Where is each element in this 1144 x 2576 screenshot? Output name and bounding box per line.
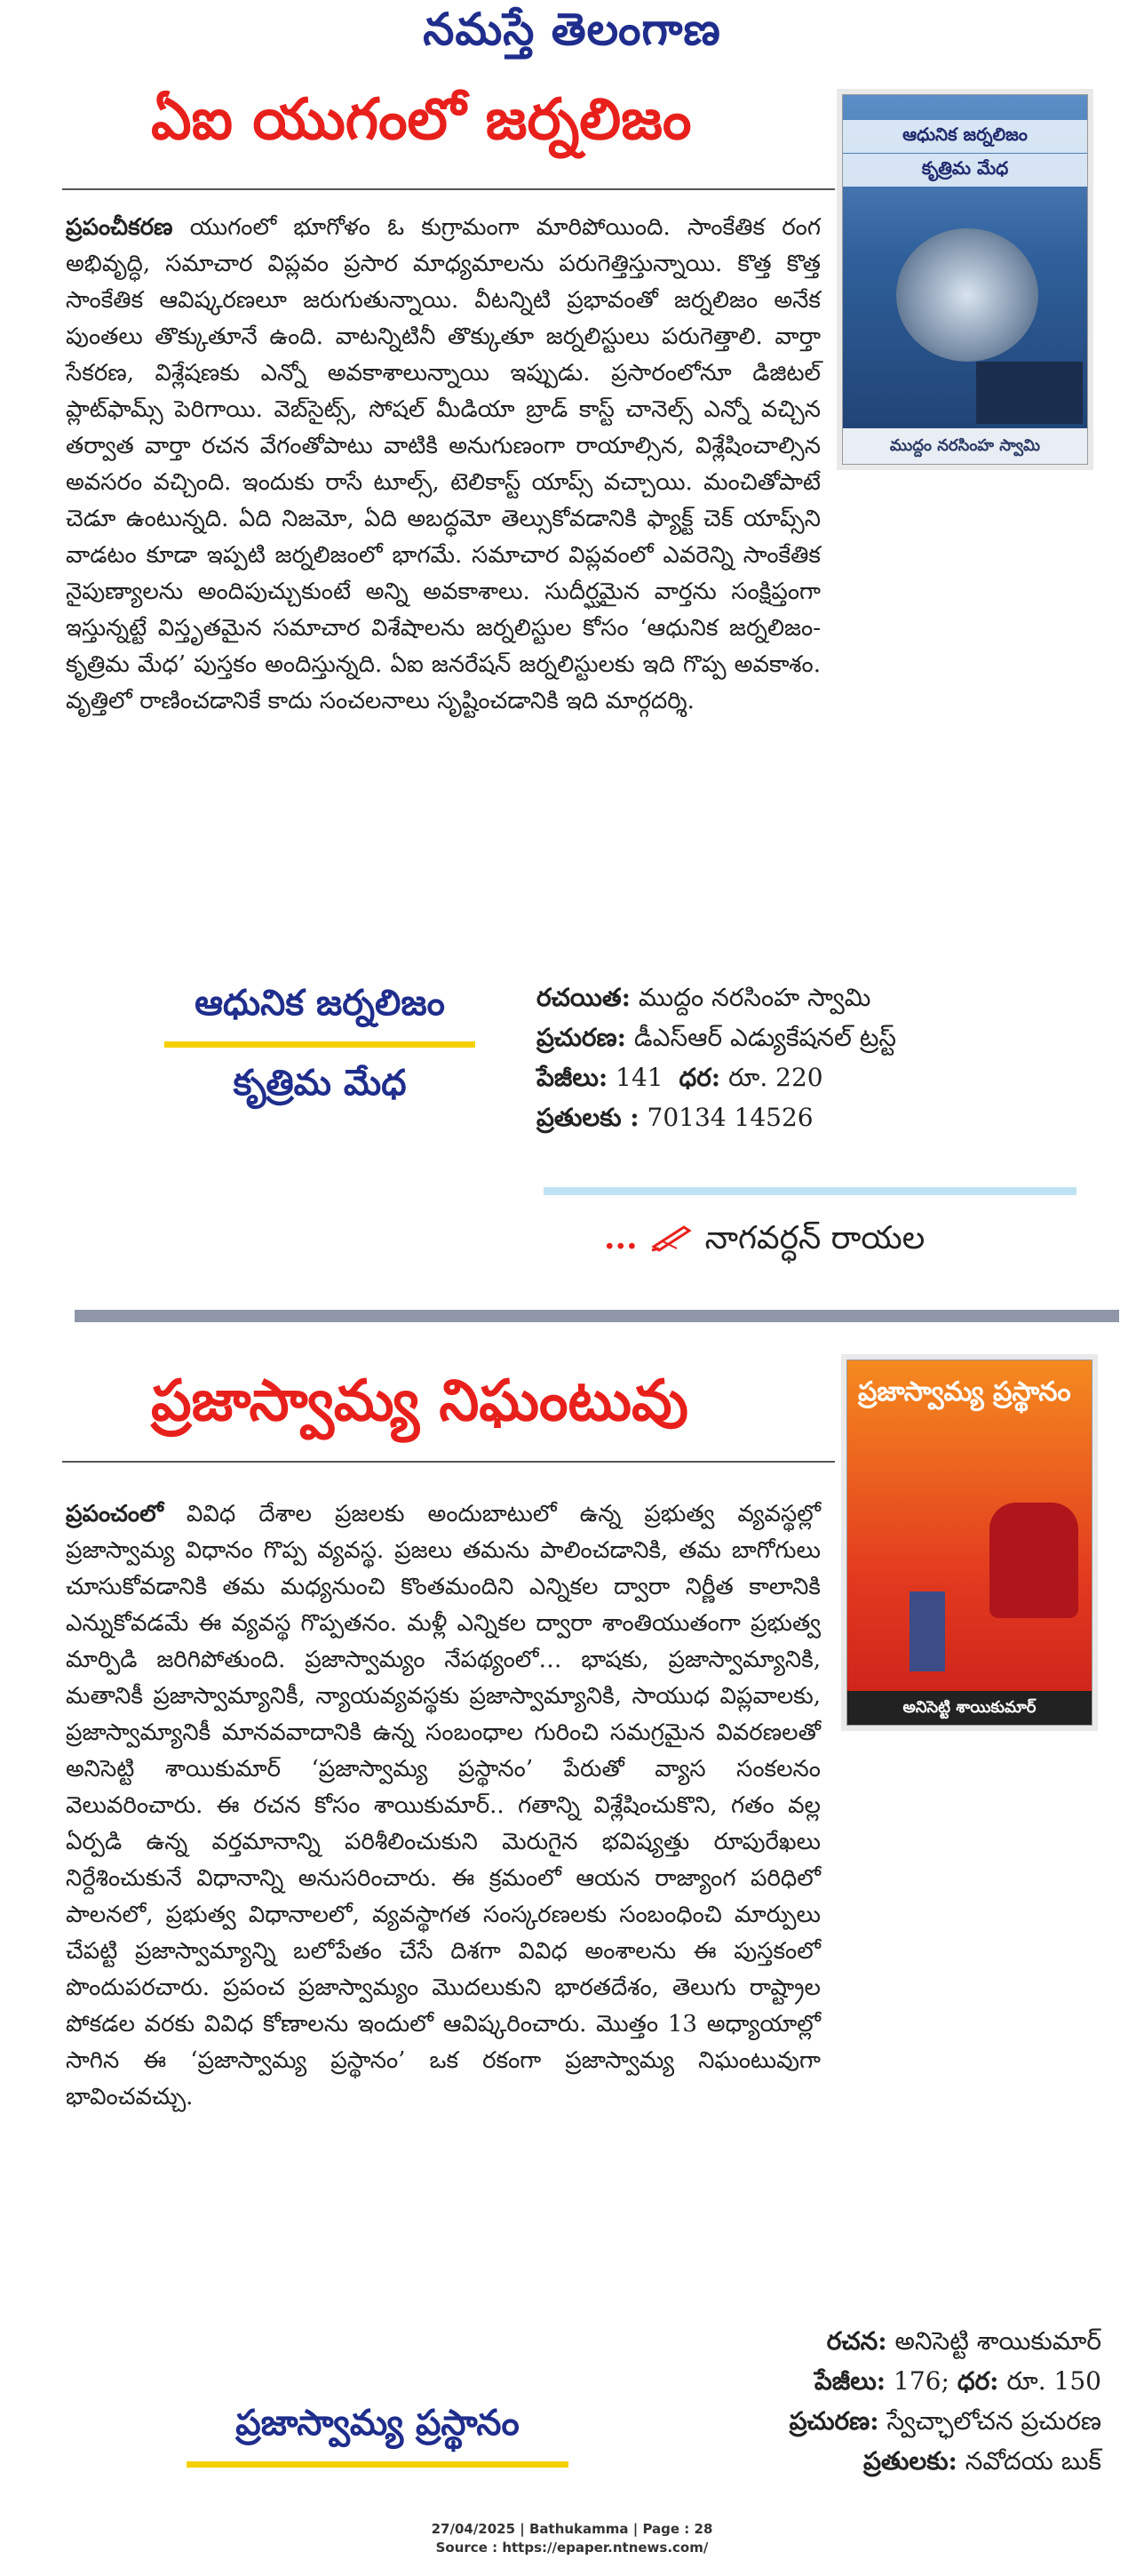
article2-headline: ప్రజాస్వామ్య నిఘంటువు xyxy=(151,1368,688,1434)
person-illustration xyxy=(910,1591,945,1671)
pages-price-row: పేజీలు: 141 ధర: రూ. 220 xyxy=(536,1063,823,1092)
publisher-row: ప్రచురణ: డీఎస్‌ఆర్ ఎడ్యుకేషనల్ ట్రస్ట్ xyxy=(536,1023,897,1052)
cover-title: ఆధునిక జర్నలిజం xyxy=(843,120,1087,153)
article2-body: వివిధ దేశాల ప్రజలకు అందుబాటులో ఉన్న ప్రభుత్వ వ్యవస్థల్లో ప్రజాస్వామ్య విధానం గొప్ప వ్యవస్థ. ప్రజలు తమను పాలించడానికి, తమ బాగోగులు చూసుకోవడానికి తమ మధ్యనుంచి కొంతమందిని ఎన్నికల ద్వారా నిర్ణీత కాలానికి ఎన్నుకోవడమే ఈ వ్యవస్థ గొప్పతనం. మళ్లీ ఎన్నికల ద్వారా శాంతియుతంగా ప్రభుత్వ మార్పిడి జరిగిపోతుంది. ప్రజాస్వామ్యం నేపథ్యంలో… భాషకు, ప్రజాస్వామ్యానికి, మతానికీ ప్రజాస్వామ్యానికీ, న్యాయవ్యవస్థకు ప్రజాస్వామ్యానికి, సాయుధ విప్లవాలకు, ప్రజాస్వామ్యానికీ మానవవాదానికి ఉన్న సంబంధాల గురించి సమగ్రమైన వివరణలతో అనిసెట్టి శాయికుమార్ ‘ప్రజాస్వామ్య ప్రస్థానం’ పేరుతో వ్యాస సంకలనం వెలువరించారు. ఈ రచన కోసం శాయికుమార్.. గతాన్ని విశ్లేషించుకొని, గతం వల్ల ఏర్పడి ఉన్న వర్తమానాన్ని పరిశీలించుకుని మెరుగైన భవిష్యత్తు రూపురేఖలు నిర్దేశించుకునే విధానాన్ని అనుసరించారు. ఈ క్రమంలో ఆయన రాజ్యాంగ పరిధిలో పాలనలో, ప్రభుత్వ విధానాలలో, వ్యవస్థాగత సంస్కరణలకు సంబంధించి మార్పులు చేపట్టి ప్రజాస్వామ్యాన్ని బలోపేతం చేసే దిశగా వివిధ అంశాలను ఈ పుస్తకంలో పొందుపరచారు. ప్రపంచ ప్రజాస్వామ్యం మొదలుకుని భారతదేశం, తెలుగు రాష్ట్రాల పోకడల వరకు వివిధ కోణాలను ఇందులో ఆవిష్కరించారు. మొత్తం 13 అధ్యాయాల్లో సాగిన ఈ ‘ప్రజాస్వామ్య ప్రస్థానం’ ఒక రకంగా ప్రజాస్వామ్య నిఘంటువుగా భావించవచ్చు. xyxy=(66,1501,821,2110)
book-details xyxy=(622,2321,1101,2481)
footer-info: 27/04/2025 | Bathukamma | Page : 28 xyxy=(431,2521,713,2537)
title-underline xyxy=(164,1041,475,1048)
reviewer-name: నాగవర్ధన్ రాయల xyxy=(704,1220,926,1256)
lead-word: ప్రపంచీకరణ xyxy=(66,214,173,241)
cover-author: అనిసెట్టి శాయికుమార్ xyxy=(847,1691,1092,1725)
section-separator xyxy=(75,1310,1119,1322)
pen-icon xyxy=(650,1222,693,1260)
article2-intro xyxy=(66,1496,821,2116)
desk-illustration xyxy=(976,362,1083,424)
cover-author: ముద్దం నరసింహ స్వామి xyxy=(843,428,1087,464)
book-title: ప్రజాస్వామ్య ప్రస్థానం xyxy=(235,2403,520,2444)
reviewer-dots: ... xyxy=(604,1219,638,1256)
title-underline xyxy=(187,2461,568,2468)
book-title-line2: కృత్రిమ మేధ xyxy=(233,1063,407,1104)
book-cover-image xyxy=(842,94,1088,465)
cover-title: ప్రజాస్వామ్య ప్రస్థానం xyxy=(858,1376,1071,1408)
lead-word: ప్రపంచంలో xyxy=(66,1501,163,1527)
headline-divider xyxy=(62,1461,835,1463)
reviewer-divider xyxy=(544,1187,1076,1195)
robot-illustration xyxy=(896,228,1038,362)
article1-intro xyxy=(66,210,821,720)
headline-divider xyxy=(62,188,835,190)
copies-row: ప్రతులకు: నవోదయ బుక్ xyxy=(863,2446,1101,2476)
footer-source: Source : https://epaper.ntnews.com/ xyxy=(435,2540,709,2556)
cover-subtitle: కృత్రిమ మేధ xyxy=(843,154,1087,187)
raised-fist-illustration xyxy=(989,1503,1078,1618)
book-cover-image xyxy=(846,1360,1092,1726)
masthead-logo: నమస్తే తెలంగాణ xyxy=(423,4,721,55)
reviewer-credit xyxy=(604,1219,925,1264)
article1-body: యుగంలో భూగోళం ఓ కుగ్రామంగా మారిపోయింది. సాంకేతిక రంగ అభివృద్ధి, సమాచార విప్లవం ప్రసార మాధ్యమాలను పరుగెత్తిస్తున్నాయి. కొత్త కొత్త సాంకేతిక ఆవిష్కరణలూ జరుగుతున్నాయి. వీటన్నిటి ప్రభావంతో జర్నలిజం అనేక పుంతలు తొక్కుతూనే ఉంది. వాటన్నిటినీ తొక్కుతూ జర్నలిస్టులు పరుగెత్తాలి. వార్తా సేకరణ, విశ్లేషణకు ఎన్నో అవకాశాలున్నాయి ఇప్పుడు. ప్రసారంలోనూ డిజిటల్ ప్లాట్‌ఫామ్స్ పెరిగాయి. వెబ్‌సైట్స్, సోషల్ మీడియా బ్రాడ్ కాస్ట్ చానెల్స్ ఎన్నో వచ్చిన తర్వాత వార్తా రచన వేగంతోపాటు వాటికి అనుగుణంగా రాయాల్సిన, విశ్లేషించాల్సిన అవసరం వచ్చింది. ఇందుకు రాసే టూల్స్, టెలికాస్ట్ యాప్స్ వచ్చాయి. మంచితోపాటే చెడూ ఉంటున్నది. ఏది నిజమో, ఏది అబద్ధమో తెల్సుకోవడానికి ఫ్యాక్ట్ చెక్ యాప్స్‌ని వాడటం కూడా ఇప్పటి జర్నలిజంలో భాగమే. సమాచార విప్లవంలో ఎవరెన్ని సాంకేతిక నైపుణ్యాలను అందిపుచ్చుకుంటే అన్ని అవకాశాలు. సుదీర్ఘమైన వార్తను సంక్షిప్తంగా ఇస్తున్నట్టే విస్తృతమైన సమాచార విశేషాలను జర్నలిస్టుల కోసం ‘ఆధునిక జర్నలిజం-కృత్రిమ మేధ’ పుస్తకం అందిస్తున్నది. ఏఐ జనరేషన్ జర్నలిస్టులకు ఇది గొప్ప అవకాశం. వృత్తిలో రాణించడానికే కాదు సంచలనాలు సృష్టించడానికి ఇది మార్గదర్శి. xyxy=(66,214,821,714)
publisher-row: ప్రచురణ: స్వేచ్ఛాలోచన ప్రచురణ xyxy=(789,2406,1101,2436)
copies-row: ప్రతులకు : 70134 14526 xyxy=(536,1103,814,1132)
article1-headline: ఏఐ యుగంలో జర్నలిజం xyxy=(151,87,692,153)
book-details xyxy=(536,977,896,1137)
pages-price-row: పేజీలు: 176; ధర: రూ. 150 xyxy=(814,2366,1101,2396)
book-title-line1: ఆధునిక జర్నలిజం xyxy=(195,983,445,1024)
author-row: రచయిత: ముద్దం నరసింహ స్వామి xyxy=(536,983,871,1012)
author-row: రచన: అనిసెట్టి శాయికుమార్ xyxy=(826,2326,1101,2356)
